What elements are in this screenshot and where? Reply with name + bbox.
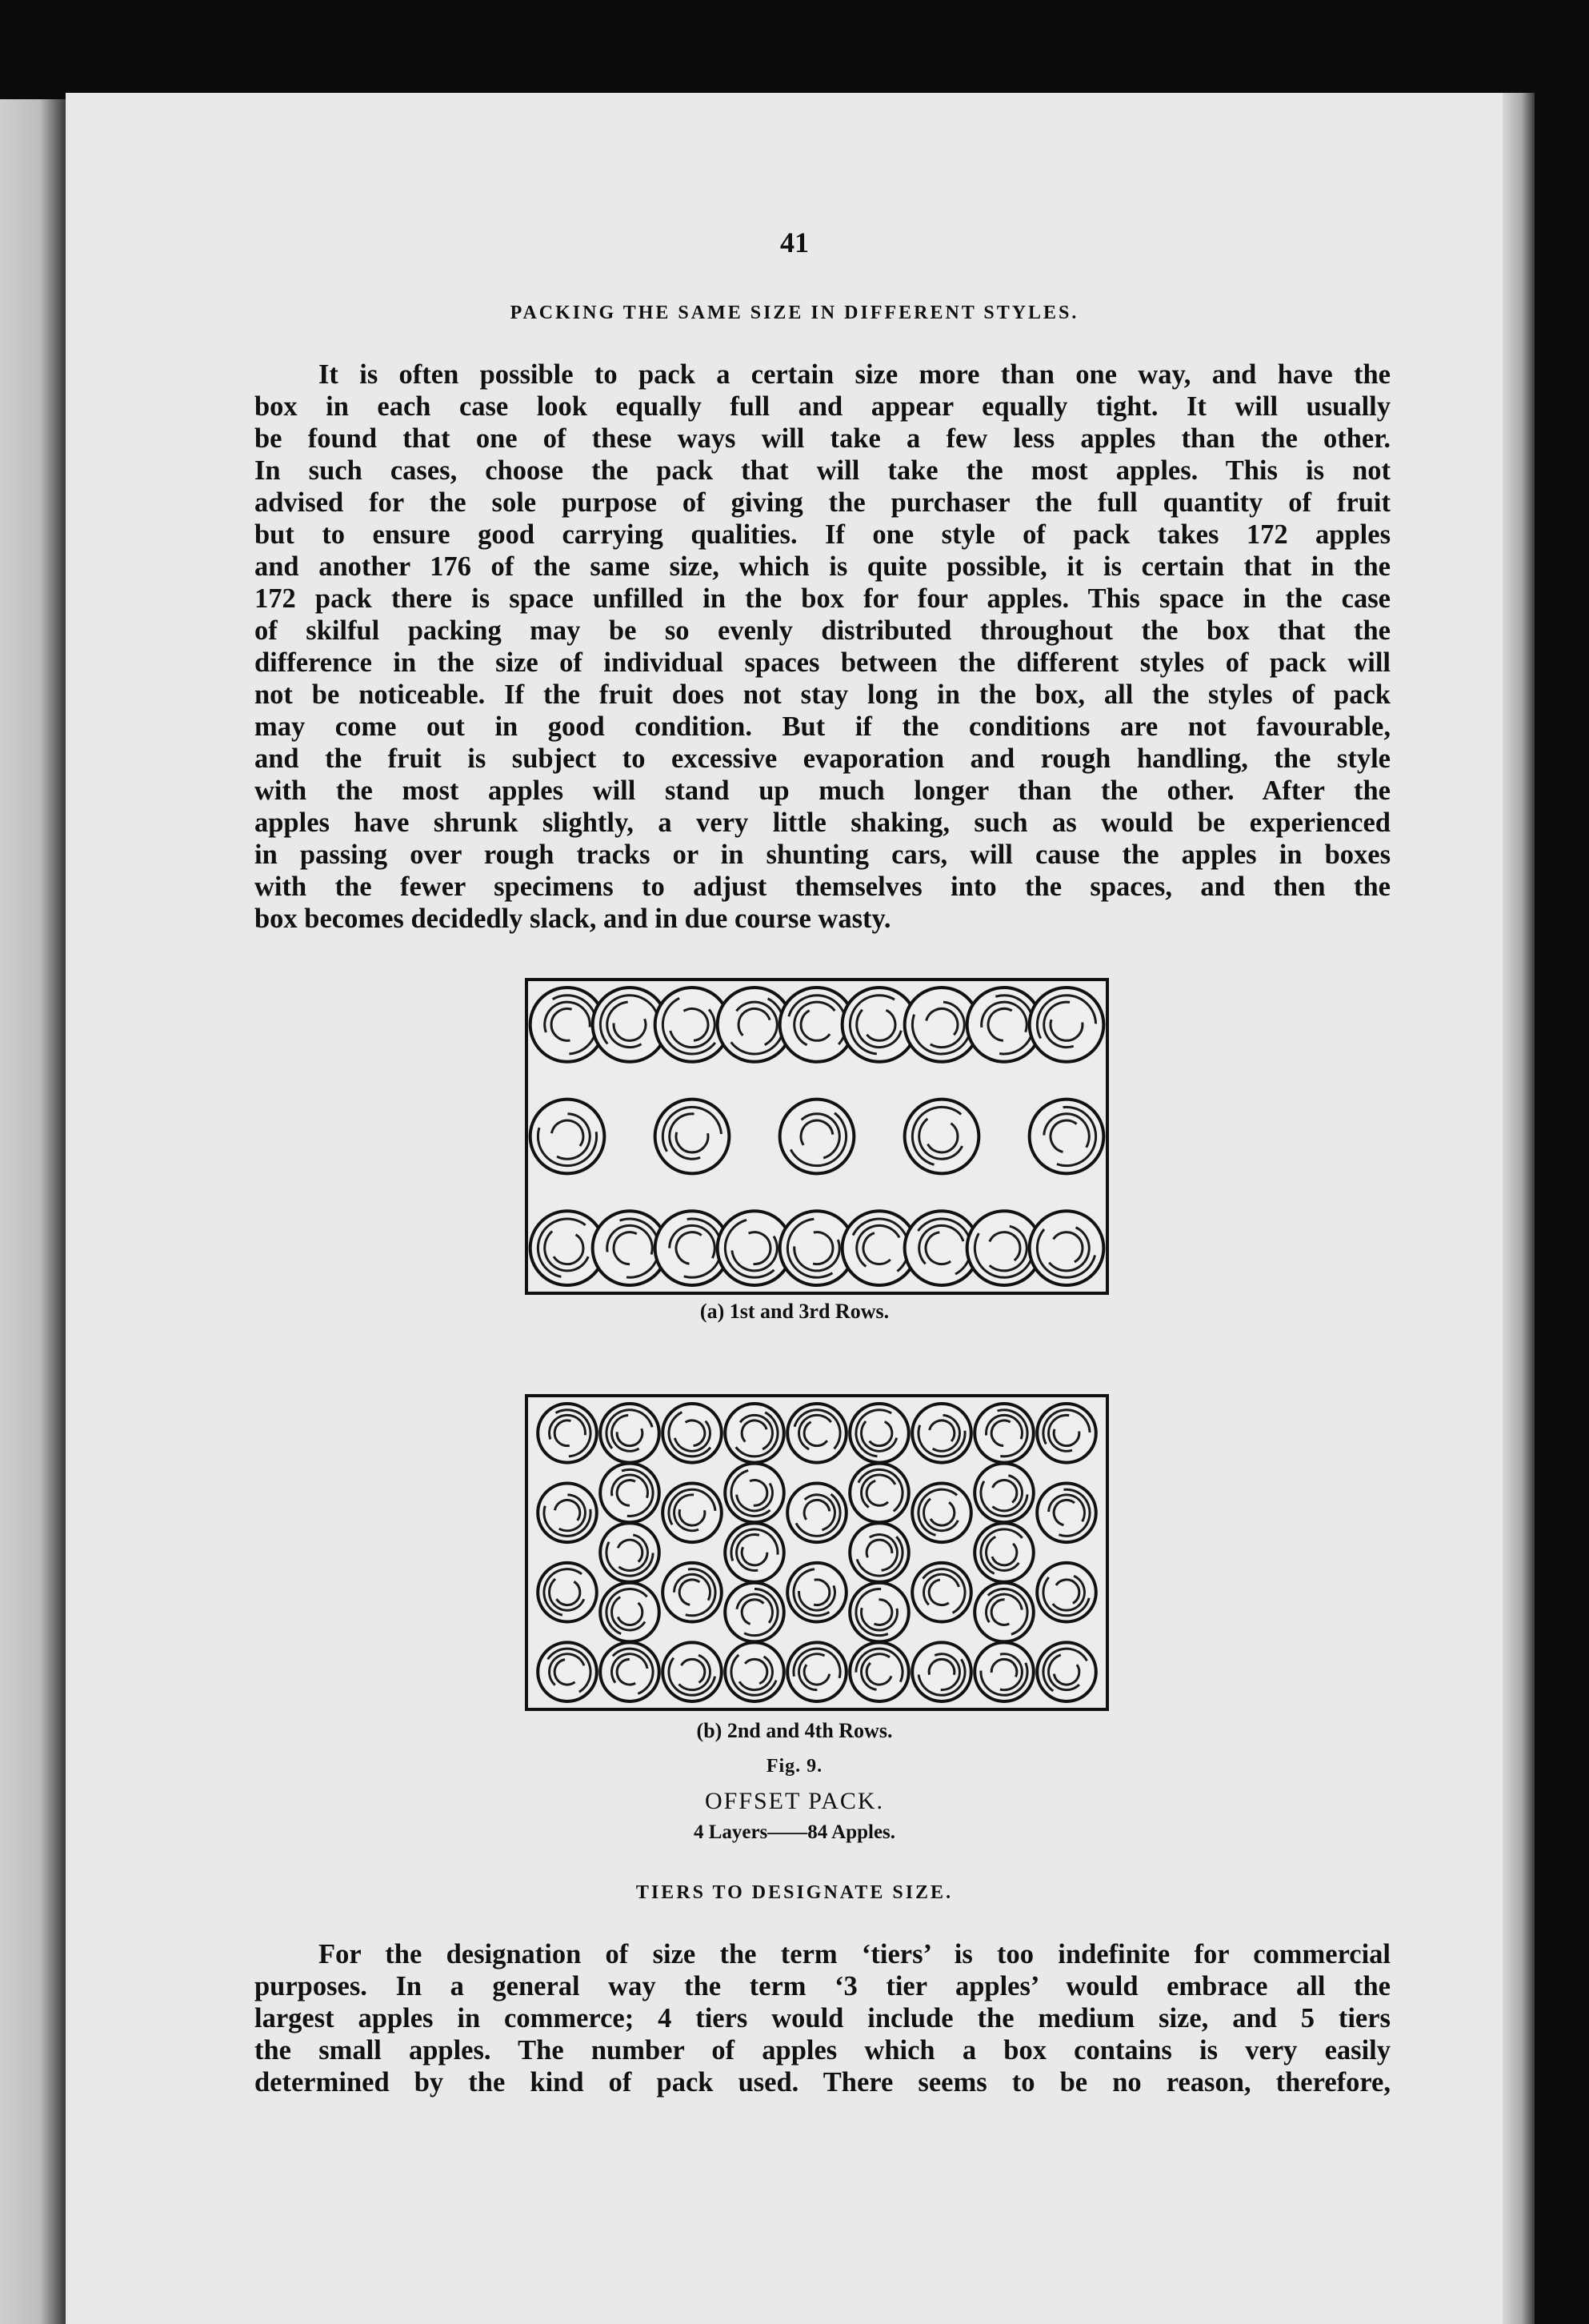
- section-heading: PACKING THE SAME SIZE IN DIFFERENT STYLES.: [510, 303, 1079, 323]
- figure-a-caption: (a) 1st and 3rd Rows.: [699, 1300, 890, 1323]
- apple-layer-a-drawing: [528, 981, 1106, 1292]
- apple-icon: [975, 1523, 1034, 1582]
- apple-icon: [780, 1100, 855, 1174]
- text-line: apples have shrunk slightly, a very little shaking, such as would be experienced: [254, 807, 1391, 838]
- figure-number: Fig. 9.: [766, 1756, 823, 1777]
- apple-icon: [1030, 988, 1104, 1062]
- text-line: be found that one of these ways will take a few less apples than the other.: [254, 423, 1391, 454]
- apple-icon: [655, 1100, 730, 1174]
- apple-icon: [850, 1464, 909, 1523]
- text-line: but to ensure good carrying qualities. If one style of pack takes 172 apples: [254, 519, 1391, 550]
- figure-b-layer-diagram: [525, 1394, 1109, 1711]
- apple-icon: [787, 1483, 847, 1542]
- text-line: with the fewer specimens to adjust themselves into the spaces, and then the: [254, 872, 1391, 902]
- apple-icon: [538, 1642, 597, 1701]
- apple-icon: [850, 1404, 909, 1463]
- apple-icon: [787, 1642, 847, 1701]
- apple-icon: [850, 1642, 909, 1701]
- apple-icon: [912, 1483, 971, 1542]
- text-line: in passing over rough tracks or in shunting cars, will cause the apples in boxes: [254, 839, 1391, 870]
- apple-icon: [538, 1563, 597, 1622]
- apple-icon: [538, 1483, 597, 1542]
- apple-icon: [912, 1404, 971, 1463]
- apple-icon: [600, 1642, 659, 1701]
- apple-icon: [912, 1642, 971, 1701]
- section-heading-tiers: TIERS TO DESIGNATE SIZE.: [635, 1882, 954, 1903]
- apple-icon: [787, 1404, 847, 1463]
- text-line: may come out in good condition. But if the conditions are not favourable,: [254, 711, 1391, 742]
- apple-icon: [662, 1563, 722, 1622]
- text-line: For the designation of size the term ‘tiers’ is too indefinite for commercial: [318, 1939, 1391, 1969]
- apple-icon: [725, 1523, 784, 1582]
- page-number: 41: [780, 226, 809, 258]
- apple-icon: [600, 1404, 659, 1463]
- apple-icon: [725, 1642, 784, 1701]
- figure-subtitle: 4 Layers——84 Apples.: [693, 1821, 896, 1843]
- text-line: not be noticeable. If the fruit does not stay long in the box, all the styles of pack: [254, 679, 1391, 710]
- text-line: 172 pack there is space unfilled in the box for four apples. This space in the case: [254, 583, 1391, 614]
- text-line: box in each case look equally full and appear equally tight. It will usually: [254, 391, 1391, 422]
- text-line: of skilful packing may be so evenly distributed throughout the box that the: [254, 615, 1391, 646]
- book-binding-edge: [0, 99, 72, 2324]
- apple-icon: [600, 1583, 659, 1642]
- text-line: the small apples. The number of apples which a box contains is very easily: [254, 2035, 1391, 2066]
- paragraph-packing-styles: [254, 359, 1391, 935]
- apple-icon: [850, 1523, 909, 1582]
- apple-icon: [975, 1642, 1034, 1701]
- text-line: advised for the sole purpose of giving the purchaser the full quantity of fruit: [254, 487, 1391, 518]
- text-line: In such cases, choose the pack that will take the most apples. This is not: [254, 455, 1391, 486]
- apple-icon: [725, 1583, 784, 1642]
- text-line: box becomes decidedly slack, and in due course wasty.: [254, 904, 891, 934]
- figure-b-caption: (b) 2nd and 4th Rows.: [696, 1719, 893, 1742]
- text-line: difference in the size of individual spaces between the different styles of pack will: [254, 647, 1391, 678]
- apple-icon: [1037, 1404, 1096, 1463]
- text-line: It is often possible to pack a certain size more than one way, and have the: [318, 359, 1391, 390]
- apple-icon: [600, 1464, 659, 1523]
- text-line: and the fruit is subject to excessive evaporation and rough handling, the style: [254, 743, 1391, 774]
- apple-icon: [1037, 1563, 1096, 1622]
- apple-icon: [1030, 1211, 1104, 1285]
- apple-icon: [538, 1404, 597, 1463]
- text-line: determined by the kind of pack used. There seems to be no reason, therefore,: [254, 2067, 1391, 2098]
- apple-icon: [600, 1523, 659, 1582]
- apple-icon: [975, 1464, 1034, 1523]
- figure-title: OFFSET PACK.: [704, 1788, 885, 1814]
- apple-icon: [975, 1404, 1034, 1463]
- apple-icon: [1037, 1642, 1096, 1701]
- apple-icon: [1037, 1483, 1096, 1542]
- apple-icon: [1030, 1100, 1104, 1174]
- apple-icon: [725, 1404, 784, 1463]
- text-line: largest apples in commerce; 4 tiers would include the medium size, and 5 tiers: [254, 2003, 1391, 2034]
- apple-icon: [662, 1404, 722, 1463]
- text-line: and another 176 of the same size, which is quite possible, it is certain that in the: [254, 551, 1391, 582]
- apple-icon: [975, 1583, 1034, 1642]
- apple-icon: [912, 1563, 971, 1622]
- paragraph-tiers: [254, 1938, 1391, 2098]
- apple-icon: [787, 1563, 847, 1622]
- figure-a-layer-diagram: [525, 978, 1109, 1295]
- page-right-edge: [1503, 93, 1535, 2324]
- apple-icon: [850, 1583, 909, 1642]
- apple-icon: [662, 1642, 722, 1701]
- apple-icon: [530, 1100, 605, 1174]
- apple-icon: [905, 1100, 979, 1174]
- text-line: with the most apples will stand up much longer than the other. After the: [254, 775, 1391, 806]
- text-line: purposes. In a general way the term ‘3 tier apples’ would embrace all the: [254, 1971, 1391, 2001]
- apple-icon: [725, 1464, 784, 1523]
- apple-layer-b-drawing: [528, 1397, 1106, 1708]
- apple-icon: [662, 1483, 722, 1542]
